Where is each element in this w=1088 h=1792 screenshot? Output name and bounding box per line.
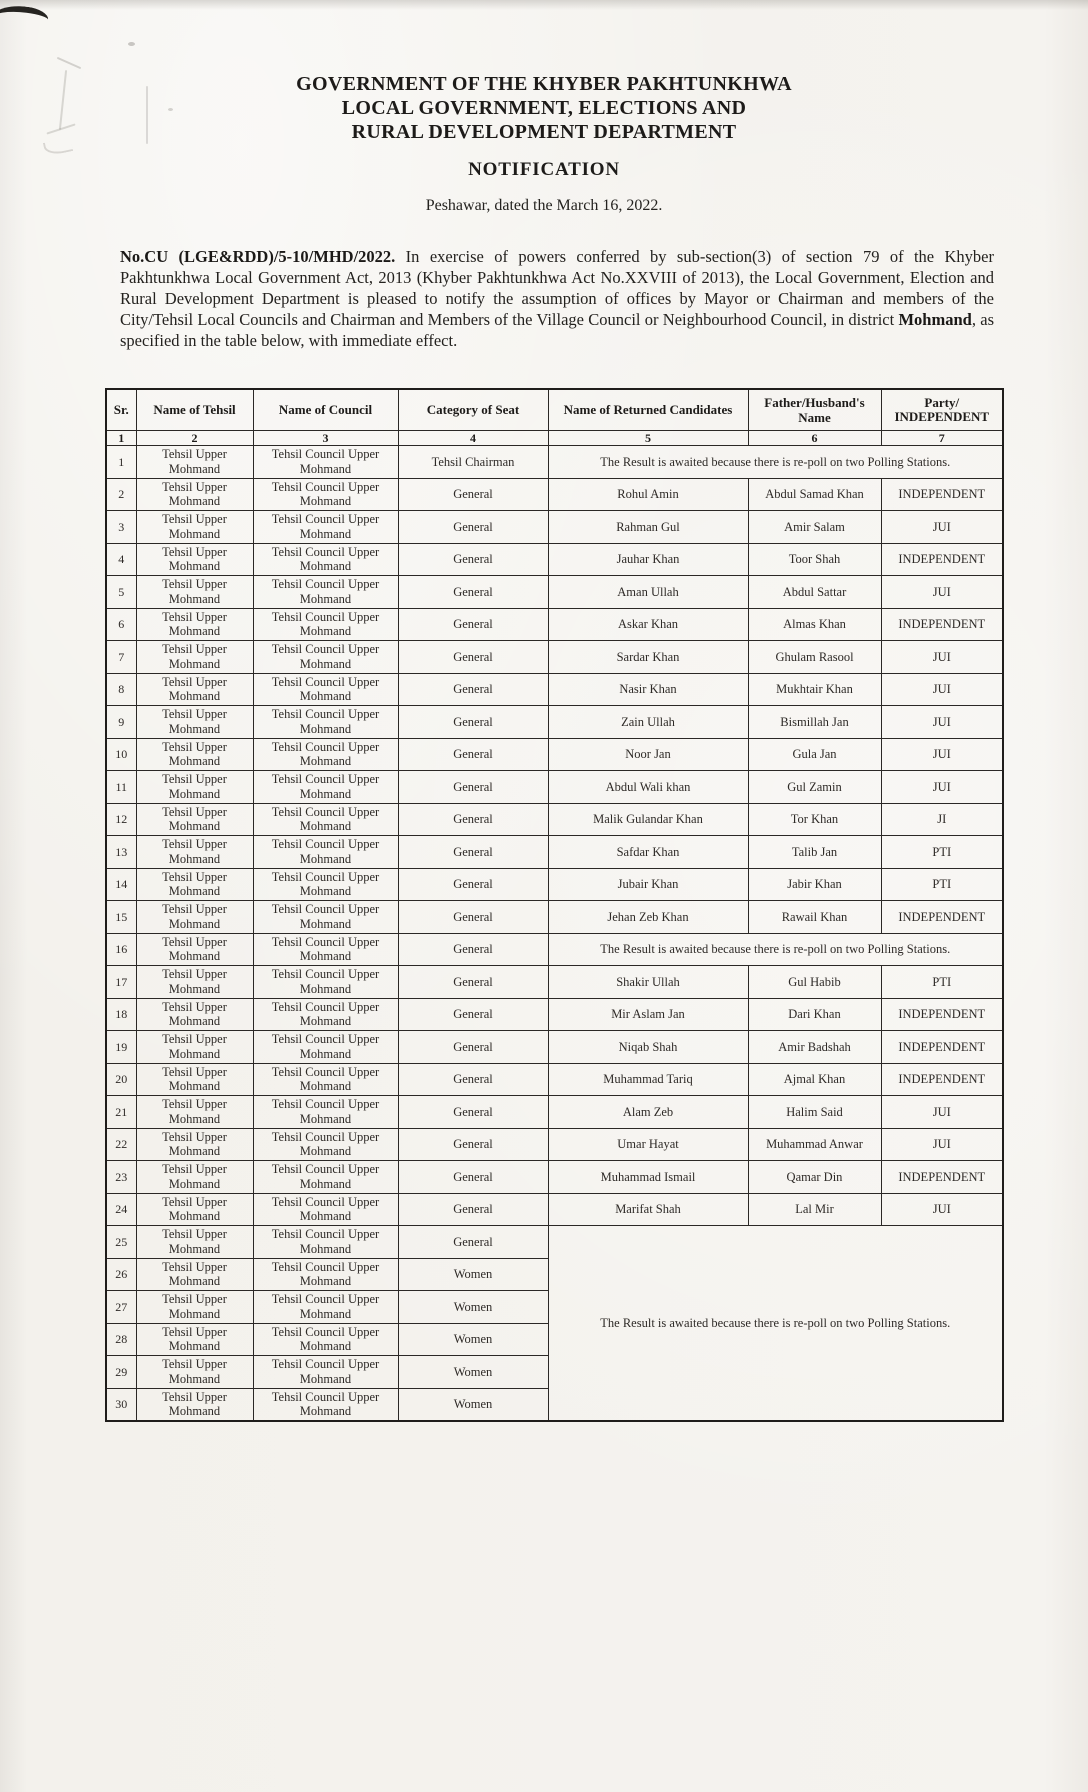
candidate-cell: Jauhar Khan <box>548 543 748 576</box>
father-cell: Rawail Khan <box>748 901 881 934</box>
party-cell: INDEPENDENT <box>881 901 1003 934</box>
sr-cell: 26 <box>106 1258 136 1291</box>
candidate-cell: Niqab Shah <box>548 1031 748 1064</box>
father-cell: Talib Jan <box>748 836 881 869</box>
candidate-cell: Shakir Ullah <box>548 966 748 999</box>
header-cell-candidate: Name of Returned Candidates <box>548 389 748 431</box>
tehsil-cell: Tehsil Upper Mohmand <box>136 933 253 966</box>
table-row <box>106 868 1003 901</box>
repoll-note-cell: The Result is awaited because there is re-poll on two Polling Stations. <box>548 446 1003 479</box>
sr-cell: 13 <box>106 836 136 869</box>
party-cell: INDEPENDENT <box>881 543 1003 576</box>
council-cell: Tehsil Council Upper Mohmand <box>253 706 398 739</box>
council-cell: Tehsil Council Upper Mohmand <box>253 933 398 966</box>
table-row <box>106 576 1003 609</box>
council-cell: Tehsil Council Upper Mohmand <box>253 1258 398 1291</box>
council-cell: Tehsil Council Upper Mohmand <box>253 738 398 771</box>
council-cell: Tehsil Council Upper Mohmand <box>253 803 398 836</box>
council-cell: Tehsil Council Upper Mohmand <box>253 673 398 706</box>
paragraph-text: In exercise of powers conferred by sub-section(3) of section 79 of the Khyber Pakhtunkhwa Local Government Act, 2013 (Khyber Pakhtunkhwa Act No.XXVIII of 2013), the Local Government, Election and Rural Development Department is pleased to notify the assumption of offices by Mayor or Chairman and members of the City/Tehsil Local Councils and Chairman and Members of the Village Council or Neighbourhood Council, in district <box>120 246 994 329</box>
tehsil-cell: Tehsil Upper Mohmand <box>136 1291 253 1324</box>
tehsil-cell: Tehsil Upper Mohmand <box>136 608 253 641</box>
reference-number: No.CU (LGE&RDD)/5-10/MHD/2022. <box>120 246 396 266</box>
tehsil-cell: Tehsil Upper Mohmand <box>136 1226 253 1259</box>
column-number-row <box>106 431 1003 446</box>
paragraph-tail: , as specified in the table below, with immediate effect. <box>120 309 994 350</box>
sr-cell: 28 <box>106 1323 136 1356</box>
header-cell-council: Name of Council <box>253 389 398 431</box>
council-cell: Tehsil Council Upper Mohmand <box>253 478 398 511</box>
seat-cell: General <box>398 868 548 901</box>
table-header-row <box>106 389 1003 431</box>
sr-cell: 14 <box>106 868 136 901</box>
party-cell: JUI <box>881 1096 1003 1129</box>
candidate-cell: Muhammad Tariq <box>548 1063 748 1096</box>
table-row <box>106 1161 1003 1194</box>
tehsil-cell: Tehsil Upper Mohmand <box>136 738 253 771</box>
council-cell: Tehsil Council Upper Mohmand <box>253 1161 398 1194</box>
seat-cell: Tehsil Chairman <box>398 446 548 479</box>
sr-cell: 3 <box>106 511 136 544</box>
tehsil-cell: Tehsil Upper Mohmand <box>136 966 253 999</box>
father-cell: Ajmal Khan <box>748 1063 881 1096</box>
sr-cell: 23 <box>106 1161 136 1194</box>
party-cell: INDEPENDENT <box>881 1063 1003 1096</box>
sr-cell: 8 <box>106 673 136 706</box>
tehsil-cell: Tehsil Upper Mohmand <box>136 1161 253 1194</box>
sr-cell: 17 <box>106 966 136 999</box>
tehsil-cell: Tehsil Upper Mohmand <box>136 543 253 576</box>
father-cell: Bismillah Jan <box>748 706 881 739</box>
seat-cell: General <box>398 608 548 641</box>
column-number-cell: 2 <box>136 431 253 446</box>
sr-cell: 11 <box>106 771 136 804</box>
party-cell: JUI <box>881 1128 1003 1161</box>
council-cell: Tehsil Council Upper Mohmand <box>253 836 398 869</box>
candidate-cell: Jehan Zeb Khan <box>548 901 748 934</box>
column-number-cell: 7 <box>881 431 1003 446</box>
table-row <box>106 478 1003 511</box>
council-cell: Tehsil Council Upper Mohmand <box>253 1323 398 1356</box>
seat-cell: General <box>398 576 548 609</box>
tehsil-cell: Tehsil Upper Mohmand <box>136 901 253 934</box>
title-line-2: LOCAL GOVERNMENT, ELECTIONS AND <box>341 97 747 119</box>
sr-cell: 20 <box>106 1063 136 1096</box>
council-cell: Tehsil Council Upper Mohmand <box>253 1291 398 1324</box>
sr-cell: 12 <box>106 803 136 836</box>
column-number-cell: 6 <box>748 431 881 446</box>
scan-edge-shadow <box>0 0 1088 10</box>
header-cell-tehsil: Name of Tehsil <box>136 389 253 431</box>
tehsil-cell: Tehsil Upper Mohmand <box>136 1193 253 1226</box>
father-cell: Gula Jan <box>748 738 881 771</box>
tehsil-cell: Tehsil Upper Mohmand <box>136 1031 253 1064</box>
tehsil-cell: Tehsil Upper Mohmand <box>136 641 253 674</box>
candidate-cell: Nasir Khan <box>548 673 748 706</box>
council-cell: Tehsil Council Upper Mohmand <box>253 446 398 479</box>
header-cell-seat: Category of Seat <box>398 389 548 431</box>
candidate-cell: Malik Gulandar Khan <box>548 803 748 836</box>
council-cell: Tehsil Council Upper Mohmand <box>253 511 398 544</box>
table-row <box>106 933 1003 966</box>
table-row <box>106 543 1003 576</box>
seat-cell: General <box>398 738 548 771</box>
party-cell: INDEPENDENT <box>881 1161 1003 1194</box>
sr-cell: 21 <box>106 1096 136 1129</box>
seat-cell: General <box>398 966 548 999</box>
candidate-cell: Rahman Gul <box>548 511 748 544</box>
council-cell: Tehsil Council Upper Mohmand <box>253 1096 398 1129</box>
sr-cell: 22 <box>106 1128 136 1161</box>
party-cell: JUI <box>881 738 1003 771</box>
tehsil-cell: Tehsil Upper Mohmand <box>136 868 253 901</box>
council-cell: Tehsil Council Upper Mohmand <box>253 576 398 609</box>
council-cell: Tehsil Council Upper Mohmand <box>253 998 398 1031</box>
council-cell: Tehsil Council Upper Mohmand <box>253 901 398 934</box>
party-cell: PTI <box>881 966 1003 999</box>
sr-cell: 18 <box>106 998 136 1031</box>
sr-cell: 24 <box>106 1193 136 1226</box>
seat-cell: General <box>398 511 548 544</box>
party-cell: JUI <box>881 673 1003 706</box>
tehsil-cell: Tehsil Upper Mohmand <box>136 803 253 836</box>
table-row <box>106 1128 1003 1161</box>
council-cell: Tehsil Council Upper Mohmand <box>253 1193 398 1226</box>
repoll-note-cell: The Result is awaited because there is re-poll on two Polling Stations. <box>548 933 1003 966</box>
tehsil-cell: Tehsil Upper Mohmand <box>136 998 253 1031</box>
seat-cell: Women <box>398 1323 548 1356</box>
council-cell: Tehsil Council Upper Mohmand <box>253 543 398 576</box>
tehsil-cell: Tehsil Upper Mohmand <box>136 1356 253 1389</box>
title-line-3: RURAL DEVELOPMENT DEPARTMENT <box>351 121 737 143</box>
tehsil-cell: Tehsil Upper Mohmand <box>136 706 253 739</box>
party-cell: INDEPENDENT <box>881 998 1003 1031</box>
party-cell: PTI <box>881 836 1003 869</box>
candidate-cell: Alam Zeb <box>548 1096 748 1129</box>
party-cell: INDEPENDENT <box>881 478 1003 511</box>
column-number-cell: 1 <box>106 431 136 446</box>
seat-cell: Women <box>398 1388 548 1421</box>
header-cell-father: Father/Husband's Name <box>748 389 881 431</box>
seat-cell: Women <box>398 1258 548 1291</box>
table-row <box>106 673 1003 706</box>
column-number-cell: 4 <box>398 431 548 446</box>
father-cell: Jabir Khan <box>748 868 881 901</box>
party-cell: JUI <box>881 771 1003 804</box>
father-cell: Gul Zamin <box>748 771 881 804</box>
sr-cell: 30 <box>106 1388 136 1421</box>
column-number-cell: 3 <box>253 431 398 446</box>
notification-paragraph <box>120 246 994 351</box>
candidate-cell: Aman Ullah <box>548 576 748 609</box>
council-cell: Tehsil Council Upper Mohmand <box>253 966 398 999</box>
seat-cell: General <box>398 706 548 739</box>
results-table-body <box>106 446 1003 1422</box>
candidate-cell: Umar Hayat <box>548 1128 748 1161</box>
results-table <box>105 388 1004 1422</box>
seat-cell: General <box>398 1226 548 1259</box>
header-cell-party <box>881 389 1003 431</box>
father-cell: Amir Badshah <box>748 1031 881 1064</box>
header-cell-sr: Sr. <box>106 389 136 431</box>
table-row <box>106 608 1003 641</box>
council-cell: Tehsil Council Upper Mohmand <box>253 1031 398 1064</box>
tehsil-cell: Tehsil Upper Mohmand <box>136 446 253 479</box>
sr-cell: 19 <box>106 1031 136 1064</box>
sr-cell: 9 <box>106 706 136 739</box>
council-cell: Tehsil Council Upper Mohmand <box>253 1226 398 1259</box>
party-cell: INDEPENDENT <box>881 608 1003 641</box>
table-row <box>106 1193 1003 1226</box>
party-cell: JUI <box>881 576 1003 609</box>
seat-cell: General <box>398 673 548 706</box>
father-cell: Abdul Sattar <box>748 576 881 609</box>
candidate-cell: Rohul Amin <box>548 478 748 511</box>
seat-cell: General <box>398 933 548 966</box>
candidate-cell: Zain Ullah <box>548 706 748 739</box>
seat-cell: General <box>398 998 548 1031</box>
table-row <box>106 771 1003 804</box>
party-cell: JUI <box>881 641 1003 674</box>
father-cell: Tor Khan <box>748 803 881 836</box>
candidate-cell: Marifat Shah <box>548 1193 748 1226</box>
father-cell: Toor Shah <box>748 543 881 576</box>
candidate-cell: Jubair Khan <box>548 868 748 901</box>
father-cell: Abdul Samad Khan <box>748 478 881 511</box>
party-cell: JI <box>881 803 1003 836</box>
tehsil-cell: Tehsil Upper Mohmand <box>136 1323 253 1356</box>
seat-cell: General <box>398 1096 548 1129</box>
tehsil-cell: Tehsil Upper Mohmand <box>136 1128 253 1161</box>
father-cell: Mukhtair Khan <box>748 673 881 706</box>
council-cell: Tehsil Council Upper Mohmand <box>253 1063 398 1096</box>
candidate-cell: Mir Aslam Jan <box>548 998 748 1031</box>
seat-cell: General <box>398 1031 548 1064</box>
sr-cell: 5 <box>106 576 136 609</box>
seat-cell: Women <box>398 1356 548 1389</box>
tehsil-cell: Tehsil Upper Mohmand <box>136 576 253 609</box>
council-cell: Tehsil Council Upper Mohmand <box>253 641 398 674</box>
seat-cell: Women <box>398 1291 548 1324</box>
table-row <box>106 836 1003 869</box>
father-cell: Ghulam Rasool <box>748 641 881 674</box>
father-cell: Dari Khan <box>748 998 881 1031</box>
council-cell: Tehsil Council Upper Mohmand <box>253 1356 398 1389</box>
table-row <box>106 738 1003 771</box>
table-row <box>106 1063 1003 1096</box>
table-row <box>106 706 1003 739</box>
father-cell: Amir Salam <box>748 511 881 544</box>
party-cell: JUI <box>881 1193 1003 1226</box>
table-row <box>106 1096 1003 1129</box>
table-row <box>106 1031 1003 1064</box>
tehsil-cell: Tehsil Upper Mohmand <box>136 1258 253 1291</box>
sr-cell: 10 <box>106 738 136 771</box>
table-row <box>106 511 1003 544</box>
notification-heading: NOTIFICATION <box>468 159 620 180</box>
district-name: Mohmand <box>898 309 972 329</box>
table-row <box>106 1226 1003 1259</box>
party-header-line1: Party/ <box>924 394 960 410</box>
seat-cell: General <box>398 771 548 804</box>
sr-cell: 6 <box>106 608 136 641</box>
party-cell: JUI <box>881 706 1003 739</box>
father-cell: Lal Mir <box>748 1193 881 1226</box>
tehsil-cell: Tehsil Upper Mohmand <box>136 673 253 706</box>
repoll-note-cell: The Result is awaited because there is re-poll on two Polling Stations. <box>548 1226 1003 1422</box>
candidate-cell: Askar Khan <box>548 608 748 641</box>
candidate-cell: Safdar Khan <box>548 836 748 869</box>
table-row <box>106 998 1003 1031</box>
seat-cell: General <box>398 1193 548 1226</box>
party-cell: JUI <box>881 511 1003 544</box>
table-row <box>106 446 1003 479</box>
seat-cell: General <box>398 1063 548 1096</box>
tehsil-cell: Tehsil Upper Mohmand <box>136 836 253 869</box>
party-cell: INDEPENDENT <box>881 1031 1003 1064</box>
candidate-cell: Sardar Khan <box>548 641 748 674</box>
seat-cell: General <box>398 901 548 934</box>
candidate-cell: Abdul Wali khan <box>548 771 748 804</box>
title-line-1: GOVERNMENT OF THE KHYBER PAKHTUNKHWA <box>296 73 792 95</box>
seat-cell: General <box>398 1161 548 1194</box>
council-cell: Tehsil Council Upper Mohmand <box>253 1128 398 1161</box>
document-header <box>0 72 1088 215</box>
council-cell: Tehsil Council Upper Mohmand <box>253 771 398 804</box>
party-header-line2: INDEPENDENT <box>894 409 990 424</box>
sr-cell: 1 <box>106 446 136 479</box>
dateline: Peshawar, dated the March 16, 2022. <box>425 197 663 214</box>
tehsil-cell: Tehsil Upper Mohmand <box>136 1388 253 1421</box>
sr-cell: 29 <box>106 1356 136 1389</box>
column-number-cell: 5 <box>548 431 748 446</box>
table-row <box>106 803 1003 836</box>
tehsil-cell: Tehsil Upper Mohmand <box>136 511 253 544</box>
seat-cell: General <box>398 478 548 511</box>
council-cell: Tehsil Council Upper Mohmand <box>253 1388 398 1421</box>
father-cell: Muhammad Anwar <box>748 1128 881 1161</box>
tehsil-cell: Tehsil Upper Mohmand <box>136 478 253 511</box>
table-row <box>106 966 1003 999</box>
seat-cell: General <box>398 1128 548 1161</box>
pencil-scribble <box>57 57 82 69</box>
sr-cell: 2 <box>106 478 136 511</box>
tehsil-cell: Tehsil Upper Mohmand <box>136 771 253 804</box>
table-row <box>106 641 1003 674</box>
seat-cell: General <box>398 836 548 869</box>
party-cell: PTI <box>881 868 1003 901</box>
sr-cell: 27 <box>106 1291 136 1324</box>
sr-cell: 7 <box>106 641 136 674</box>
seat-cell: General <box>398 543 548 576</box>
father-cell: Halim Said <box>748 1096 881 1129</box>
sr-cell: 25 <box>106 1226 136 1259</box>
father-cell: Qamar Din <box>748 1161 881 1194</box>
father-cell: Almas Khan <box>748 608 881 641</box>
table-row <box>106 901 1003 934</box>
tehsil-cell: Tehsil Upper Mohmand <box>136 1096 253 1129</box>
sr-cell: 16 <box>106 933 136 966</box>
council-cell: Tehsil Council Upper Mohmand <box>253 608 398 641</box>
seat-cell: General <box>398 803 548 836</box>
ink-speck <box>128 42 135 46</box>
candidate-cell: Noor Jan <box>548 738 748 771</box>
sr-cell: 15 <box>106 901 136 934</box>
tehsil-cell: Tehsil Upper Mohmand <box>136 1063 253 1096</box>
council-cell: Tehsil Council Upper Mohmand <box>253 868 398 901</box>
sr-cell: 4 <box>106 543 136 576</box>
father-cell: Gul Habib <box>748 966 881 999</box>
candidate-cell: Muhammad Ismail <box>548 1161 748 1194</box>
seat-cell: General <box>398 641 548 674</box>
